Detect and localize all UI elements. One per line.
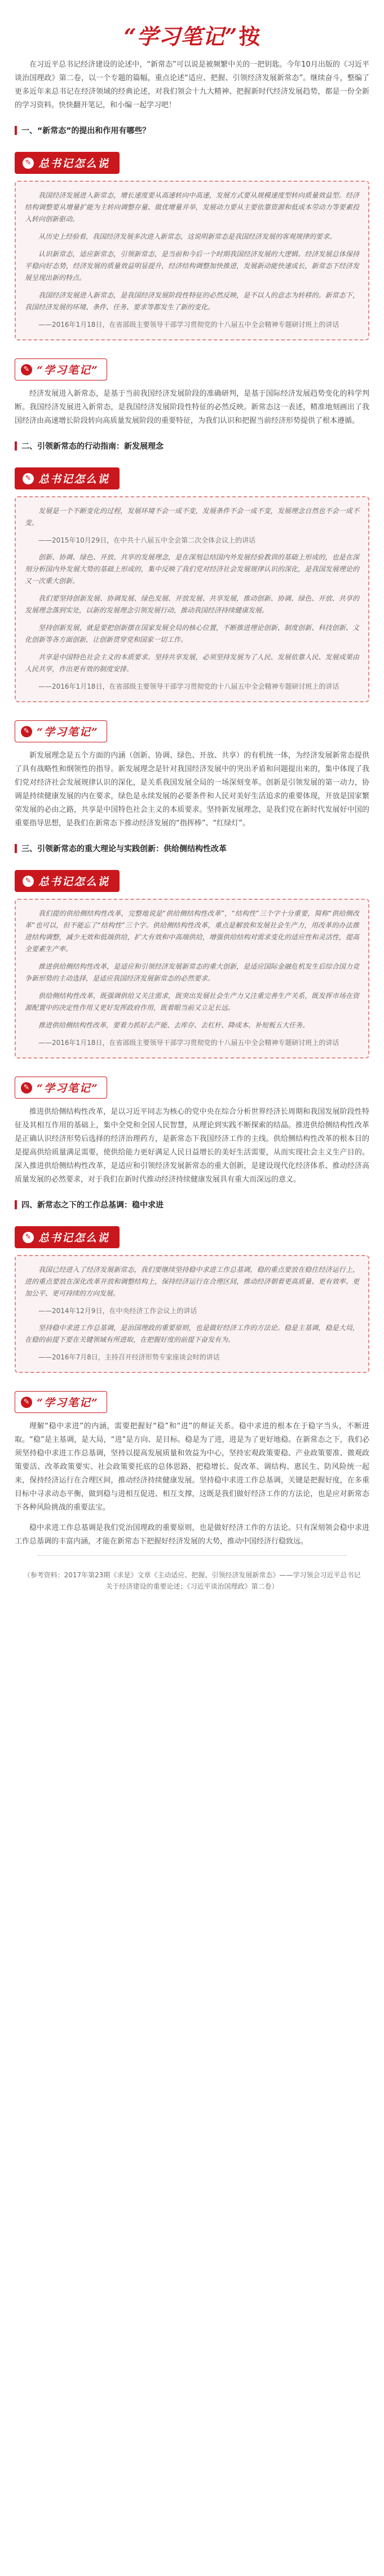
study-paragraph: 理解“稳中求进”的内涵，需要把握好“稳”和“进”的辩证关系。稳中求进的根本在于稳字当头，不断进取。“稳”是主基调，是大局，“进”是方向、是目标。稳是为了进，进是为了更好地稳。在新常态之下，我们必须坚持稳中求进工作总基调，坚持以提高发展质量和效益为中心，坚持宏观政策要稳、产业政策要准、微观政策要活、改革政策要实、社会政策要托底的总体思路，把稳增长、促改革、调结构、惠民生、防风险统一起来，保持经济运行在合理区间，推动经济持续健康发展。坚持稳中求进工作总基调，关键是把握好度，在多重目标中寻求动态平衡，做到稳与进相互促进、相互支撑，这既是我们做好经济工作的方法论，也是应对新常态下各种风险挑战的重要法宝。 [15,1422,369,1512]
quote-source: ——2015年10月29日，在中共十八届五中全会第二次全体会议上的讲话 [38,536,256,544]
quote-box [15,1255,369,1373]
quote-paragraph: 共享是中国特色社会主义的本质要求。坚持共享发展，必须坚持发展为了人民、发展依靠人民、发展成果由人民共享，作出更有效的制度安排。 [25,653,359,673]
title-suffix: 按 [239,24,261,49]
study-paragraph: 新发展理念是五个方面的内涵（创新、协调、绿色、开放、共享）的有机统一体，为经济发展新常态提供了具有战略性和纲领性的指导。新发展理念是针对我国经济发展中的突出矛盾和问题提出来的，集中体现了我们党对经济社会发展规律认识的深化，是关系我国发展全局的一场深刻变革。创新是引领发展的第一动力，协调是持续健康发展的内在要求，绿色是永续发展的必要条件和人民对美好生活追求的重要体现，开放是国家繁荣发展的必由之路，共享是中国特色社会主义的本质要求。坚持新发展理念，是我们党在新时代发展好中国的重要指导思想，是我们在新常态下推动经济发展的“指挥棒”、“红绿灯”。 [15,751,369,828]
study-paragraph: 经济发展进入新常态，是基于当前我国经济发展阶段的准确研判，是基于国际经济发展趋势变化的科学判断。我国经济发展进入新常态，是我国经济发展阶段性特征的必然反映。新常态这一表述，精准地刻画出了我国经济由高速增长阶段转向高质量发展阶段的重要特征，为我们认识和把握当前经济形势提供了根本遵循。 [15,390,369,425]
section-1 [15,125,369,428]
section-heading-text: 一、“新常态”的提出和作用有哪些？ [21,126,151,135]
pen-icon: ✎ [23,473,34,484]
note-badge [15,870,120,892]
study-badge [15,720,107,742]
quote-paragraph: 推进供给侧结构性改革，要着力抓好去产能、去库存、去杠杆、降成本、补短板五大任务。 [38,1021,310,1029]
quote-box [15,496,369,702]
section-heading [15,125,369,136]
quote-paragraph: 我们要坚持创新发展、协调发展、绿色发展、开放发展、共享发展，推动创新、协调、绿色、开放、共享的发展理念落到实处，以新的发展理念引领发展行动，推动我国经济持续健康发展。 [25,594,359,614]
quote-paragraph: 我国已经进入了经济发展新常态，我们要继续坚持稳中求进工作总基调，稳的重点要放在稳住经济运行上，进的重点要放在深化改革开放和调整结构上，保持经济运行在合理区间，推动经济朝着更高质量、更有效率、更加公平、更可持续的方向发展。 [25,1266,359,1297]
section-heading-text: 三、引领新常态的重大理论与实践创新：供给侧结构性改革 [21,845,227,854]
section-4 [15,1199,369,1549]
note-badge [15,467,120,489]
article-title [15,9,369,58]
quote-paragraph: 供给侧结构性改革，既强调供给又关注需求，既突出发展社会生产力又注重完善生产关系，既发挥市场在资源配置中的决定性作用又更好发挥政府作用，既着眼当前又立足长远。 [25,992,359,1012]
note-badge [15,1226,120,1248]
section-heading-text: 二、引领新常态的行动指南：新发展理念 [21,442,164,451]
pen-icon: ✎ [23,876,34,887]
quote-paragraph: 创新、协调、绿色、开放、共享的发展理念，是在深刻总结国内外发展经验教训的基础上形成的，也是在深刻分析国内外发展大势的基础上形成的，集中反映了我们党对经济社会发展规律认识的深化，是我国发展理论的又一次重大创新。 [25,553,359,585]
pen-icon: ✎ [23,158,34,169]
book-icon: ✎ [21,1397,32,1408]
heading-bar-icon [15,441,17,451]
quote-paragraph: 我们提的供给侧结构性改革，完整地说是“供给侧结构性改革”，“结构性”三个字十分重要，简称“供给侧改革”也可以，但不能忘了“结构性”三个字。供给侧结构性改革，重点是解放和发展社会生产力，用改革的办法推进结构调整，减少无效和低端供给，扩大有效和中高端供给，增强供给结构对需求变化的适应性和灵活性，提高全要素生产率。 [25,909,359,953]
section-2 [15,440,369,830]
quote-source: ——2016年1月18日，在省部级主要领导干部学习贯彻党的十八届五中全会精神专题研讨班上的讲话 [38,321,339,329]
study-badge [15,358,107,381]
title-main: “学习笔记” [123,24,238,49]
section-heading [15,843,369,854]
note-badge-label: 总书记怎么说 [38,473,110,486]
sections-container [15,125,369,1549]
note-badge-label: 总书记怎么说 [38,1232,110,1244]
study-badge-label: “学习笔记” [37,726,99,738]
quote-source: ——2016年1月18日，在省部级主要领导干部学习贯彻党的十八届五中全会精神专题研讨班上的讲话 [38,1039,339,1047]
quote-paragraph: 坚持创新发展，就是要把创新摆在国家发展全局的核心位置，不断推进理论创新、制度创新、科技创新、文化创新等各方面创新，让创新贯穿党和国家一切工作。 [25,624,359,644]
quote-source: ——2016年7月8日，主持召开经济形势专家座谈会时的讲话 [38,1353,220,1361]
study-badge [15,1077,107,1099]
quote-paragraph: 坚持稳中求进工作总基调，是治国理政的重要原则，也是做好经济工作的方法论。稳是主基调，稳是大局，在稳的前提下要在关键领域有所进取，在把握好度的前提下奋发有为。 [25,1324,359,1344]
quote-source: ——2014年12月9日，在中央经济工作会议上的讲话 [38,1307,197,1315]
quote-paragraph: 我国经济发展进入新常态，增长速度要从高速转向中高速，发展方式要从规模速度型转向质量效益型。经济结构调整要从增量扩能为主转向调整存量、做优增量并举，发展动力要从主要依靠资源和低成本劳动力等要素投入转向创新驱动。 [25,191,359,223]
intro-paragraph: 在习近平总书记经济建设的论述中，“新常态”可以说是被频繁中关的一把钥匙。今年10月出版的《习近平谈治国理政》第二卷，以一个专题的篇幅，重点论述“适应、把握、引领经济发展新常态”。继续奋斗，整编了更多近年来总书记在经济领域的经典论述，对我们领会十九大精神、把握新时代经济发展趋势，都是一份全新的学习资料。快快翻开笔记，和小编一起学习吧！ [15,60,369,110]
heading-bar-icon [15,844,17,853]
book-icon: ✎ [21,364,32,375]
ending-divider [37,1555,347,1556]
study-badge [15,1391,107,1413]
quote-box [15,899,369,1059]
quote-box [15,181,369,340]
note-badge-label: 总书记怎么说 [38,158,110,170]
book-icon: ✎ [21,726,32,737]
section-heading [15,1199,369,1210]
quote-source: ——2016年1月18日，在省部级主要领导干部学习贯彻党的十八届五中全会精神专题研讨班上的讲话 [38,683,339,690]
section-3 [15,843,369,1187]
section-heading [15,440,369,452]
quote-paragraph: 推进供给侧结构性改革，是适应和引领经济发展新常态的重大创新，是适应国际金融危机发生后综合国力竞争新形势的主动选择，是适应我国经济发展新常态的必然要求。 [25,963,359,982]
note-badge-label: 总书记怎么说 [38,876,110,888]
note-badge [15,152,120,174]
study-badge-label: “学习笔记” [37,364,99,377]
quote-paragraph: 发展是一个不断变化的过程，发展环境不会一成不变，发展条件不会一成不变，发展理念自然也不会一成不变。 [25,507,359,527]
book-icon: ✎ [21,1082,32,1094]
quote-paragraph: 认识新常态，适应新常态，引领新常态，是当前和今后一个时期我国经济发展的大逻辑。经济发展总体保持平稳向好态势，经济发展的质量效益明显提升，经济结构调整加快推进，发展新动能快速成长，新常态下经济发展呈现出新的特点。 [25,250,359,282]
heading-bar-icon [15,126,17,135]
study-paragraph: 稳中求进工作总基调是我们党治国理政的重要原则，也是做好经济工作的方法论。只有深刻领会稳中求进工作总基调的丰富内涵，才能在新常态下把握好经济发展的大势，推动中国经济行稳致远。 [15,1524,369,1546]
quote-paragraph: 从历史上经验看，我国经济发展多次进入新常态，这说明新常态是我国经济发展的客观规律的要求。 [38,233,337,240]
heading-bar-icon [15,1200,17,1209]
pen-icon: ✎ [23,1232,34,1243]
study-paragraph: 推进供给侧结构性改革，是以习近平同志为核心的党中央在综合分析世界经济长周期和我国发展阶段性特征及其相互作用的基础上，集中全党和全国人民智慧，从理论到实践不断探索的结晶。推进供给侧结构性改革是正确认识经济形势后选择的经济治理药方，是新常态下我国经济工作的主线。供给侧结构性改革的根本目的是提高供给质量满足需要，使供给能力更好满足人民日益增长的美好生活需要，从而实现社会主义生产目的。深入推进供给侧结构性改革，是适应和引领经济发展新常态的重大创新，是建设现代化经济体系、推动经济高质量发展的必然要求，对于我们在新时代推动经济持续健康发展具有重大而深远的意义。 [15,1108,369,1184]
study-badge-label: “学习笔记” [37,1397,99,1409]
ending-reference: （参考资料：2017年第23期《求是》文章《主动适应、把握、引领经济发展新常态》——学习领会习近平总书记关于经济建设的重要论述；《习近平谈治国理政》第二卷） [23,1571,361,1590]
study-badge-label: “学习笔记” [37,1082,99,1095]
quote-paragraph: 我国经济发展进入新常态，是我国经济发展阶段性特征的必然反映，是不以人的意志为转移的。新常态下，我国经济发展的环境、条件、任务、要求等都发生了新的变化。 [25,291,359,311]
section-heading-text: 四、新常态之下的工作总基调：稳中求进 [21,1201,164,1210]
